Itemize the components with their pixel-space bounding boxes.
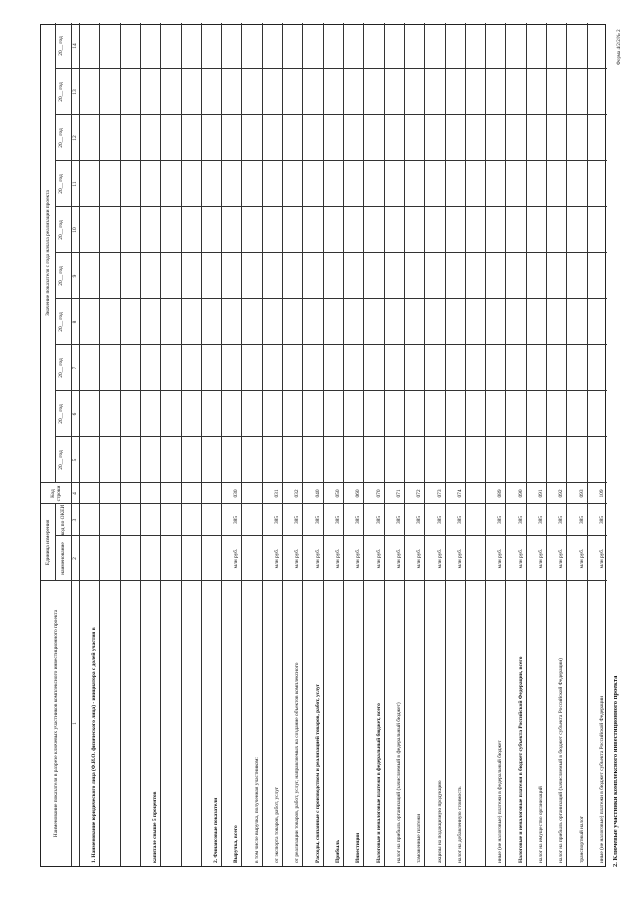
row-unit: млн руб. [518,548,524,569]
row-unit: млн руб. [538,548,544,569]
column-number: 10 [72,227,78,233]
column-divider [55,390,607,391]
row-name: от реализации товаров, работ, услуг, направляемых на создание объектов комплексного [294,662,300,863]
header-year-cell: 20__ год [58,82,64,102]
row-name: таможенные платежи [416,813,422,863]
row-code: 050 [335,489,341,498]
header-year-cell: 20__ год [58,312,64,332]
header-unit-okei: код по ОКЕИ [60,504,66,536]
row-name: транспортный налог [579,815,585,863]
row-divider [566,23,567,866]
row-code: 040 [315,489,321,498]
column-divider [55,160,607,161]
row-divider [241,23,242,866]
row-name: акцизы на подакцизную продукцию [437,780,443,863]
row-divider [221,23,222,866]
row-divider [465,23,466,866]
row-okei: 385 [355,515,361,525]
column-number: 9 [72,274,78,278]
row-unit: млн руб. [416,548,422,569]
row-name: капитале свыше 5 процентов [152,791,158,863]
column-divider [55,535,607,536]
header-year-cell: 20__ год [58,450,64,470]
header-year-cell: 20__ год [58,36,64,56]
row-code: 032 [294,489,300,498]
column-divider [55,252,607,253]
row-name: иные (не налоговые) платежи в бюджет субъекта Российской Федерации [599,696,605,863]
row-divider [282,23,283,866]
row-name: налог на добавленную стоимость [457,786,463,863]
column-number: 13 [72,89,78,95]
row-code: 091 [538,489,544,498]
row-divider [384,23,385,866]
row-divider [343,23,344,866]
row-code: 070 [376,489,382,498]
header-year-cell: 20__ год [58,128,64,148]
row-okei: 385 [416,515,422,525]
row-divider [181,23,182,866]
row-divider [445,23,446,866]
row-code: 093 [579,489,585,498]
header-year-cell: 20__ год [58,404,64,424]
header-divider [55,23,56,483]
row-okei: 385 [497,515,503,525]
column-number: 5 [72,458,78,462]
row-unit: млн руб. [396,548,402,569]
column-number: 6 [72,412,78,416]
row-code: 092 [558,489,564,498]
row-code: 074 [457,489,463,498]
row-okei: 385 [335,515,341,525]
row-name: Прибыль [335,839,341,863]
row-divider [201,23,202,866]
row-name: налог на прибыль организаций (зачисляемый в федеральный бюджет) [396,702,402,863]
row-unit: млн руб. [294,548,300,569]
row-divider [160,23,161,866]
header-divider [71,23,72,866]
column-divider [55,436,607,437]
row-divider [99,23,100,866]
row-unit: млн руб. [599,548,605,569]
row-code: 089 [497,489,503,498]
header-code-line: Код строки [50,485,62,502]
row-code: 031 [274,489,280,498]
row-unit: млн руб. [233,548,239,569]
row-okei: 385 [233,515,239,525]
row-divider [424,23,425,866]
row-okei: 385 [579,515,585,525]
column-number: 8 [72,320,78,324]
row-unit: млн руб. [579,548,585,569]
row-divider [587,23,588,866]
row-divider [302,23,303,866]
row-name: иные (не налоговые) платежи в федеральный бюджет [497,740,503,863]
row-name: Расходы, связанные с производством и реализацией товаров, работ, услуг [315,683,321,863]
row-unit: млн руб. [274,548,280,569]
row-okei: 385 [274,515,280,525]
header-unit-name: наименование [60,542,66,575]
column-divider [55,68,607,69]
row-name: 2. Финансовые показатели [213,797,219,863]
row-okei: 385 [294,515,300,525]
header-name-column: Наименование показателя в разрезе ключевых участников комплексного инвестиционного проекта [53,609,59,838]
row-okei: 385 [538,515,544,525]
row-divider [404,23,405,866]
indicators-table [40,24,606,867]
row-name: 1. Наименование юридического лица (Ф.И.О. физического лица) - инициатора с долей участия в [91,627,97,863]
row-divider [262,23,263,866]
row-name: Инвестиции [355,832,361,863]
header-year-cell: 20__ год [58,266,64,286]
row-name: Налоговые и неналоговые платежи в федеральный бюджет, всего [376,703,382,863]
column-number: 2 [72,557,78,560]
header-year-cell: 20__ год [58,220,64,240]
header-divider [79,23,80,866]
row-okei: 385 [457,515,463,525]
section-title: 2. Ключевые участники комплексного инвестиционного проекта [612,675,619,867]
row-unit: млн руб. [437,548,443,569]
row-divider [546,23,547,866]
row-divider [120,23,121,866]
column-number: 12 [72,135,78,141]
row-unit: млн руб. [558,548,564,569]
row-okei: 385 [376,515,382,525]
row-code: 071 [396,489,402,498]
row-name: Выручка, всего [233,825,239,863]
row-code: 073 [437,489,443,498]
column-number: 1 [72,722,78,725]
row-unit: млн руб. [457,548,463,569]
row-unit: млн руб. [376,548,382,569]
header-year-cell: 20__ год [58,358,64,378]
row-name: Налоговые и неналоговые платежи в бюджет субъекта Российской Федерации, всего [518,656,524,863]
header-divider [55,504,56,581]
header-values-group: Значение показателя с года начала реализации проекта [45,190,51,316]
row-okei: 385 [315,515,321,525]
column-number: 7 [72,366,78,370]
column-divider [55,344,607,345]
row-code: 072 [416,489,422,498]
column-divider [55,206,607,207]
row-divider [526,23,527,866]
row-divider [323,23,324,866]
column-number: 11 [72,181,78,187]
column-number: 4 [72,492,78,495]
column-number: 14 [72,43,78,49]
row-name: налог на прибыль организаций (зачисляемый в бюджет субъекта Российской Федерации) [558,658,564,863]
row-divider [363,23,364,866]
row-divider [505,23,506,866]
row-unit: млн руб. [335,548,341,569]
header-unit-group: Единица измерения [45,519,51,566]
row-unit: млн руб. [497,548,503,569]
form-number: Форма 4/2/2/№ 2 [617,29,622,65]
row-name: от экспорта товаров, работ, услуг [274,786,280,863]
row-code: 060 [355,489,361,498]
row-unit: млн руб. [315,548,321,569]
row-unit: млн руб. [355,548,361,569]
row-name: в том числе выручка, полученная участником: [254,757,260,863]
row-okei: 385 [599,515,605,525]
row-divider [140,23,141,866]
header-year-cell: 20__ год [58,174,64,194]
column-divider [55,114,607,115]
column-number: 3 [72,518,78,522]
row-okei: 385 [518,515,524,525]
row-divider [485,23,486,866]
column-divider [55,298,607,299]
row-code: 090 [518,489,524,498]
row-okei: 385 [396,515,402,525]
row-name: налог на имущество организаций [538,786,544,863]
row-okei: 385 [437,515,443,525]
row-code: 030 [233,489,239,498]
row-code: 109 [599,489,605,498]
row-okei: 385 [558,515,564,525]
